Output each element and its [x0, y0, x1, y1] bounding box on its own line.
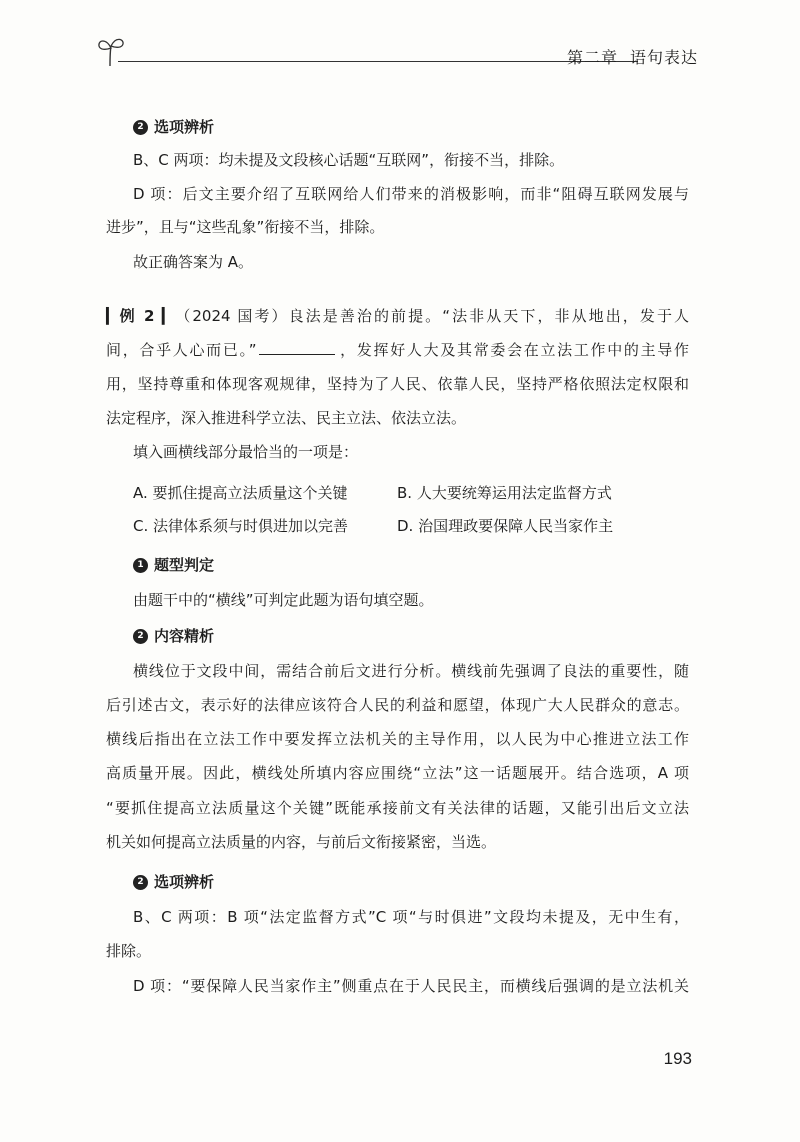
section-number-badge: 2	[133, 629, 148, 644]
paragraph-line: 高质量开展。因此，横线处所填内容应围绕“立法”这一话题展开。结合选项，A 项	[106, 764, 689, 782]
section-title: 题型判定	[154, 556, 215, 574]
example-text: （2024 国考）良法是善治的前提。“法非从天下，非从地出，发于人	[173, 307, 690, 325]
example-line-1	[106, 305, 689, 327]
chapter-number: 第二章	[566, 48, 618, 67]
paragraph-line: 机关如何提高立法质量的内容，与前后文衔接紧密，当选。	[106, 833, 497, 851]
paragraph-line: 后引述古文，表示好的法律应该符合人民的利益和愿望，体现广大人民群众的意志。	[106, 696, 689, 714]
sprout-icon	[96, 34, 126, 68]
option-c: C. 法律体系须与时俱进加以完善	[133, 517, 349, 535]
option-a: A. 要抓住提高立法质量这个关键	[133, 484, 348, 502]
paragraph-line: B、C 两项：B 项“法定监督方式”C 项“与时俱进”文段均未提及，无中生有，	[133, 908, 689, 926]
section-title: 选项辨析	[154, 873, 215, 891]
section-number-badge: 1	[133, 558, 148, 573]
option-analysis-heading-2	[133, 871, 214, 893]
chapter-title	[555, 45, 698, 68]
paragraph-line: 进步”，且与“这些乱象”衔接不当，排除。	[106, 218, 385, 236]
option-d: D. 治国理政要保障人民当家作主	[397, 517, 614, 535]
example-text: ，发挥好人大及其常委会在立法工作中的主导作	[338, 341, 689, 359]
section-title: 选项辨析	[154, 118, 215, 136]
example-text: 间，合乎人心而已。”	[106, 341, 257, 359]
paragraph-line: 排除。	[106, 942, 152, 960]
paragraph-line: 横线后指出在立法工作中要发挥立法机关的主导作用，以人民为中心推进立法工作	[106, 730, 689, 748]
answer-line: 故正确答案为 A。	[133, 253, 254, 271]
option-b: B. 人大要统筹运用法定监督方式	[397, 484, 612, 502]
type-judgement-heading	[133, 554, 214, 576]
section-title: 内容精析	[154, 627, 215, 645]
content-analysis-heading	[133, 625, 214, 647]
paragraph-line: D 项：后文主要介绍了互联网给人们带来的消极影响，而非“阻碍互联网发展与	[133, 185, 689, 203]
paragraph-line: D 项：“要保障人民当家作主”侧重点在于人民民主，而横线后强调的是立法机关	[133, 977, 689, 995]
paragraph-line: 横线位于文段中间，需结合前后文进行分析。横线前先强调了良法的重要性，随	[133, 662, 689, 680]
example-line-4: 法定程序，深入推进科学立法、民主立法、依法立法。	[106, 409, 467, 427]
paragraph-line: B、C 两项：均未提及文段核心话题“互联网”，衔接不当，排除。	[133, 151, 565, 169]
section-number-badge: 2	[133, 875, 148, 890]
paragraph-line: 由题干中的“横线”可判定此题为语句填空题。	[133, 591, 434, 609]
page-number: 193	[663, 1049, 692, 1068]
question-prompt: 填入画横线部分最恰当的一项是：	[133, 443, 359, 461]
running-header	[96, 28, 700, 68]
option-analysis-heading-1	[133, 116, 214, 138]
chapter-name: 语句表达	[629, 48, 698, 67]
fill-in-blank	[259, 340, 335, 355]
example-line-3: 用，坚持尊重和体现客观规律，坚持为了人民、依靠人民，坚持严格依照法定权限和	[106, 375, 689, 393]
example-line-2	[106, 339, 689, 361]
paragraph-line: “要抓住提高立法质量这个关键”既能承接前文有关法律的话题，又能引出后文立法	[106, 799, 689, 817]
example-label: ▎例 2 ▎	[106, 307, 174, 325]
section-number-badge: 2	[133, 120, 148, 135]
